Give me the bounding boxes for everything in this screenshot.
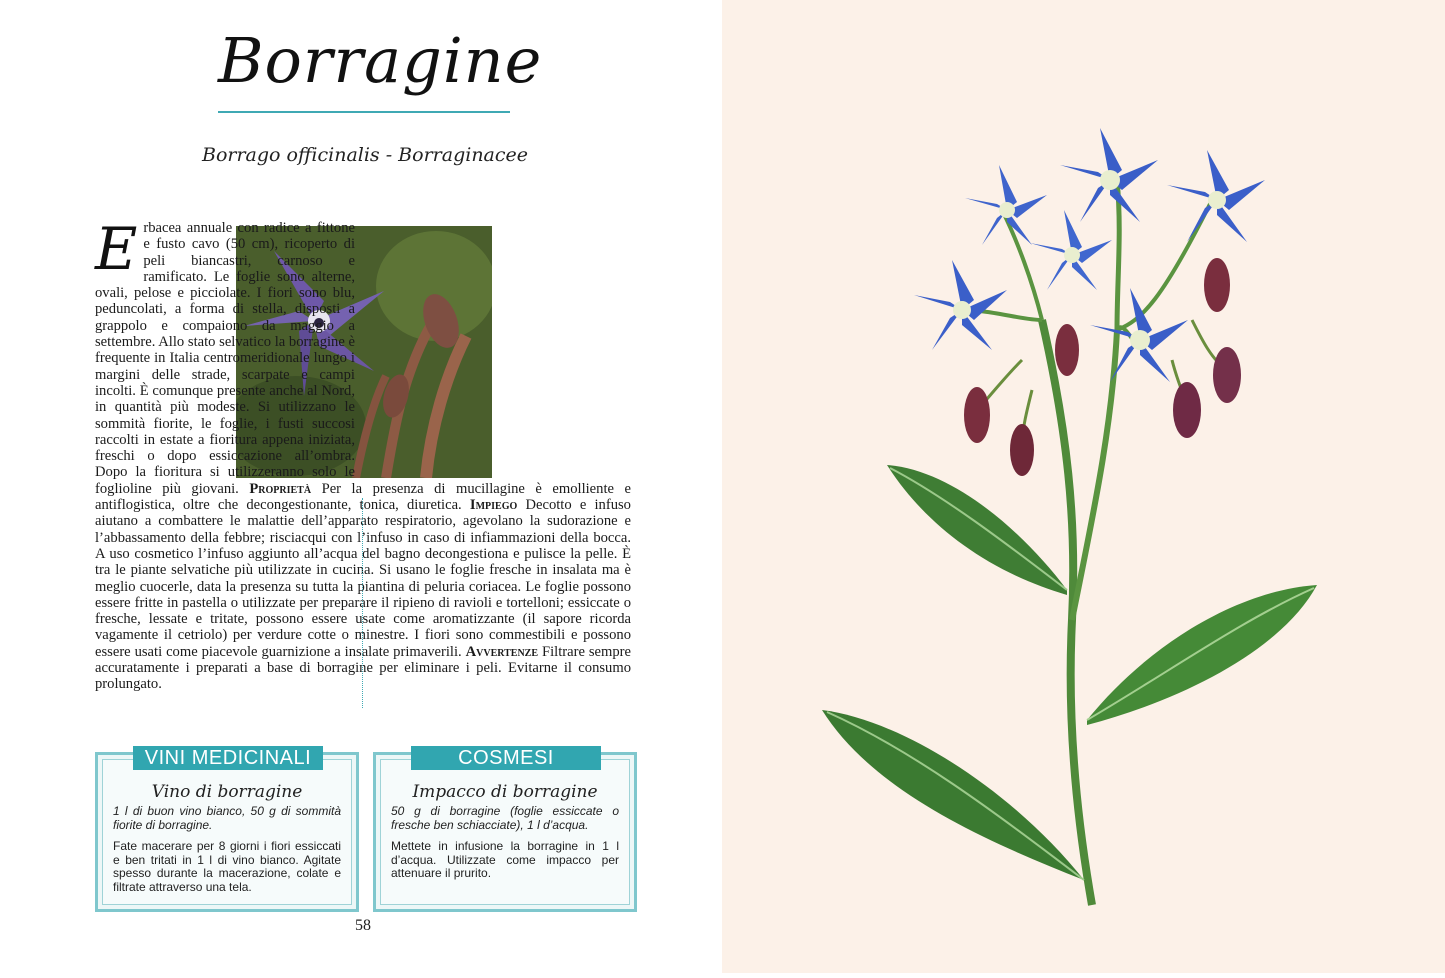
wine-tab: VINI MEDICINALI <box>133 746 323 770</box>
use-text: Decotto e infuso aiutano a combattere le malattie dell’apparato respiratorio, agevolano la sudorazione e l’abbassamento della febbre; risciacqui con l’infuso in caso di infiammazioni della bocca. A uso cosmetico l’infuso aggiunto all’acqua del bagno decongestiona e pulisce la pelle. È tra le piante selvatiche più utilizzate in cucina. Si usano le foglie fresche in insalata ma è meglio cuocerle, data la presenza su tutta la piantina di peluria coriacea. Le foglie possono essere fritte in pastella o utilizzate per preparare il ripieno di ravioli e tortelloni; essiccate o fresche, lessate e tritate, possono essere usate come aromatizzante (il sapore ricorda vagamente il cetriolo) per verdure cotte o minestre. I fiori sono commestibili e possono essere usati come piacevole guarnizione a insalate primaverili. <box>95 497 631 660</box>
title-underline <box>218 111 510 113</box>
left-page <box>0 0 722 973</box>
description-text: rbacea annuale con radice a fittone e fusto cavo (50 cm), ricoperto di peli biancastri, carnoso e ramificato. Le foglie sono alterne, ovali, pelose e picciolate. I fiori sono blu, peduncolati, a forma di stella, disposti a grappolo e compaiono da maggio a settembre. Allo stato selvatico la borragine è frequente in Italia centromeridionale lungo i margini delle strade, scarpate e campi incolti. È comunque presente anche al Nord, in quantità più modeste. Si utilizzano le sommità fiorite, le foglie, i fusti succosi raccolti in estate a fioritura appena iniziata, freschi o dopo essiccazione all’ombra. Dopo la fioritura si utilizzeranno solo le foglioline più giovani. <box>95 220 355 497</box>
scientific-name: Borrago officinalis - Borraginacee <box>201 144 529 166</box>
main-text-block <box>95 215 631 693</box>
drop-cap: E <box>95 215 138 283</box>
right-page <box>722 0 1445 973</box>
borage-illustration-icon <box>722 0 1445 973</box>
cosmetics-title: Impacco di borragine <box>412 782 598 802</box>
wine-title: Vino di borragine <box>151 782 303 802</box>
cosmetics-box <box>373 747 637 912</box>
warning-text: Filtrare sempre accuratamente i preparati a base di borragine per eliminare i peli. Evitarne il consumo prolungato. <box>95 643 631 693</box>
wine-ingredients: 1 l di buon vino bianco, 50 g di sommità fiorite di borragine. <box>113 804 341 832</box>
column-divider <box>362 498 363 708</box>
cosmetics-method: Mettete in infusione la borragine in 1 l d’acqua. Utilizzate come impacco per attenuare il prurito. <box>391 839 619 881</box>
warning-label: Avvertenze <box>465 643 539 660</box>
properties-text: Per la presenza di mucillagine è emolliente e antiflogistica, oltre che decongestionante, tonica, diuretica. <box>95 480 631 514</box>
wine-box <box>95 747 359 912</box>
page-title: Borragine <box>218 24 543 97</box>
properties-label: Proprietà <box>249 480 312 497</box>
use-label: Impiego <box>469 497 518 514</box>
page-number: 58 <box>355 917 371 934</box>
cosmetics-tab: COSMESI <box>411 746 601 770</box>
cosmetics-ingredients: 50 g di borragine (foglie essiccate o fresche ben schiacciate), 1 l d’acqua. <box>391 804 619 832</box>
wine-method: Fate macerare per 8 giorni i fiori essiccati e ben tritati in 1 l di vino bianco. Agitate spesso durante la macerazione, colate e filtrate attraverso una tela. <box>113 839 341 894</box>
